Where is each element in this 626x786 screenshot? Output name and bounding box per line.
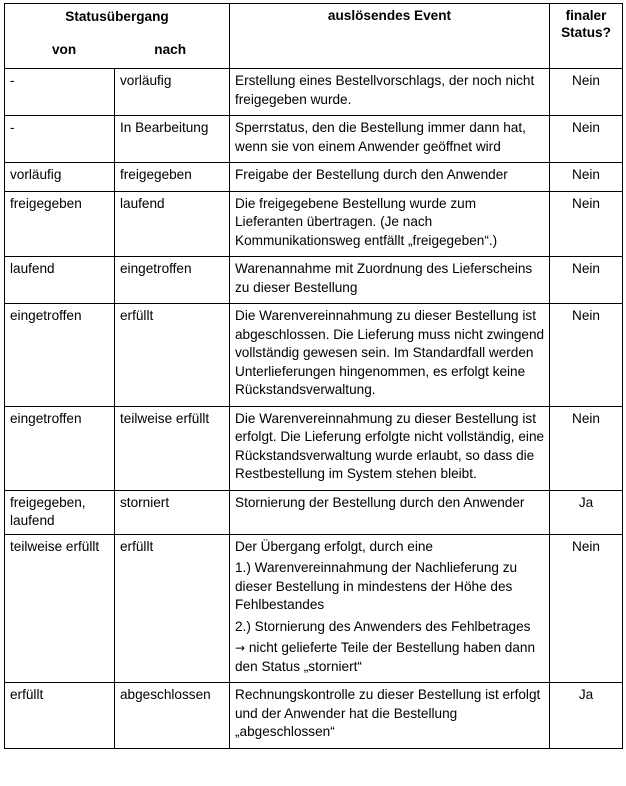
final-status-cell: Nein: [550, 406, 623, 490]
to-status-cell: abgeschlossen: [115, 683, 230, 749]
table-row: [5, 304, 623, 407]
event-text: Warenannahme mit Zuordnung des Lieferscheins zu dieser Bestellung: [235, 261, 533, 295]
header-to-label: nach: [154, 41, 186, 57]
header-event: auslösendes Event: [230, 4, 550, 69]
table-row: [5, 163, 623, 192]
from-status-cell: freigegeben: [5, 191, 115, 257]
event-cell: [230, 534, 550, 683]
table-row: [5, 534, 623, 683]
event-text: Der Übergang erfolgt, durch eine: [235, 538, 433, 554]
event-cell: [230, 116, 550, 163]
from-status-cell: laufend: [5, 257, 115, 304]
final-status-cell: Ja: [550, 683, 623, 749]
event-cell: [230, 406, 550, 490]
to-status-cell: teilweise erfüllt: [115, 406, 230, 490]
table-row: [5, 406, 623, 490]
from-status-cell: freigegeben, laufend: [5, 490, 115, 534]
from-status-cell: erfüllt: [5, 683, 115, 749]
to-status-cell: laufend: [115, 191, 230, 257]
event-text: Stornierung der Bestellung durch den Anwender: [235, 494, 525, 510]
event-text: 1.) Warenvereinnahmung der Nachlieferung zu dieser Bestellung in mindestens der Höhe des Fehlbestandes: [235, 560, 518, 612]
header-final-line1: finaler: [565, 8, 607, 23]
header-final-line2: Status?: [561, 25, 611, 40]
event-cell: [230, 191, 550, 257]
event-text: 2.) Stornierung des Anwenders des Fehlbetrages: [235, 618, 531, 634]
to-status-cell: vorläufig: [115, 69, 230, 116]
final-status-cell: Nein: [550, 257, 623, 304]
header-from-label: von: [52, 41, 77, 57]
header-status-transition: [5, 4, 230, 69]
event-cell: [230, 490, 550, 534]
final-status-cell: Nein: [550, 116, 623, 163]
from-status-cell: eingetroffen: [5, 304, 115, 407]
header-final-status: [550, 4, 623, 69]
event-text: Die freigegebene Bestellung wurde zum Lieferanten übertragen. (Je nach Kommunikationsweg entfällt „freigegeben“.): [235, 195, 498, 248]
arrow-right-icon: →: [235, 641, 249, 655]
table-row: [5, 69, 623, 116]
event-text: [235, 639, 545, 676]
event-cell: [230, 304, 550, 407]
event-text-line: nicht gelieferte Teile der Bestellung haben dann den Status „storniert“: [235, 640, 536, 674]
final-status-cell: Nein: [550, 69, 623, 116]
event-text: Erstellung eines Bestellvorschlags, der noch nicht freigegeben wurde.: [235, 73, 535, 107]
from-status-cell: -: [5, 69, 115, 116]
table-row: [5, 191, 623, 257]
final-status-cell: Nein: [550, 163, 623, 192]
from-status-cell: vorläufig: [5, 163, 115, 192]
event-cell: [230, 69, 550, 116]
table-row: [5, 683, 623, 749]
to-status-cell: storniert: [115, 490, 230, 534]
to-status-cell: erfüllt: [115, 534, 230, 683]
event-cell: [230, 163, 550, 192]
status-table-document: [4, 3, 622, 749]
final-status-cell: Nein: [550, 304, 623, 407]
table-row: [5, 116, 623, 163]
table-row: [5, 257, 623, 304]
event-text: Sperrstatus, den die Bestellung immer dann hat, wenn sie von einem Anwender geöffnet wird: [235, 120, 526, 154]
final-status-cell: Nein: [550, 191, 623, 257]
header-status-transition-label: Statusübergang: [65, 9, 169, 24]
event-text: Rechnungskontrolle zu dieser Bestellung ist erfolgt und der Anwender hat die Bestellung „abgeschlossen“: [235, 687, 541, 739]
to-status-cell: eingetroffen: [115, 257, 230, 304]
from-status-cell: -: [5, 116, 115, 163]
to-status-cell: freigegeben: [115, 163, 230, 192]
event-cell: [230, 257, 550, 304]
final-status-cell: Nein: [550, 534, 623, 683]
to-status-cell: erfüllt: [115, 304, 230, 407]
event-text: Freigabe der Bestellung durch den Anwender: [235, 167, 508, 182]
event-cell: [230, 683, 550, 749]
event-text: Die Warenvereinnahmung zu dieser Bestellung ist erfolgt. Die Lieferung erfolgte nicht vollständig, eine Rückstandsverwaltung wurde erlaubt, so dass die Restbestellung im System stehen bleibt.: [235, 410, 545, 481]
to-status-cell: In Bearbeitung: [115, 116, 230, 163]
status-transition-table: [4, 3, 623, 749]
table-row: [5, 490, 623, 534]
table-header-row: [5, 4, 623, 69]
final-status-cell: Ja: [550, 490, 623, 534]
from-status-cell: eingetroffen: [5, 406, 115, 490]
event-text: Die Warenvereinnahmung zu dieser Bestellung ist abgeschlossen. Die Lieferung muss nicht zwingend vollständig gewesen sein. Im Standardfall werden Unterlieferungen hingenommen, es erfolgt keine Rückstandsverwaltung.: [235, 308, 545, 397]
from-status-cell: teilweise erfüllt: [5, 534, 115, 683]
